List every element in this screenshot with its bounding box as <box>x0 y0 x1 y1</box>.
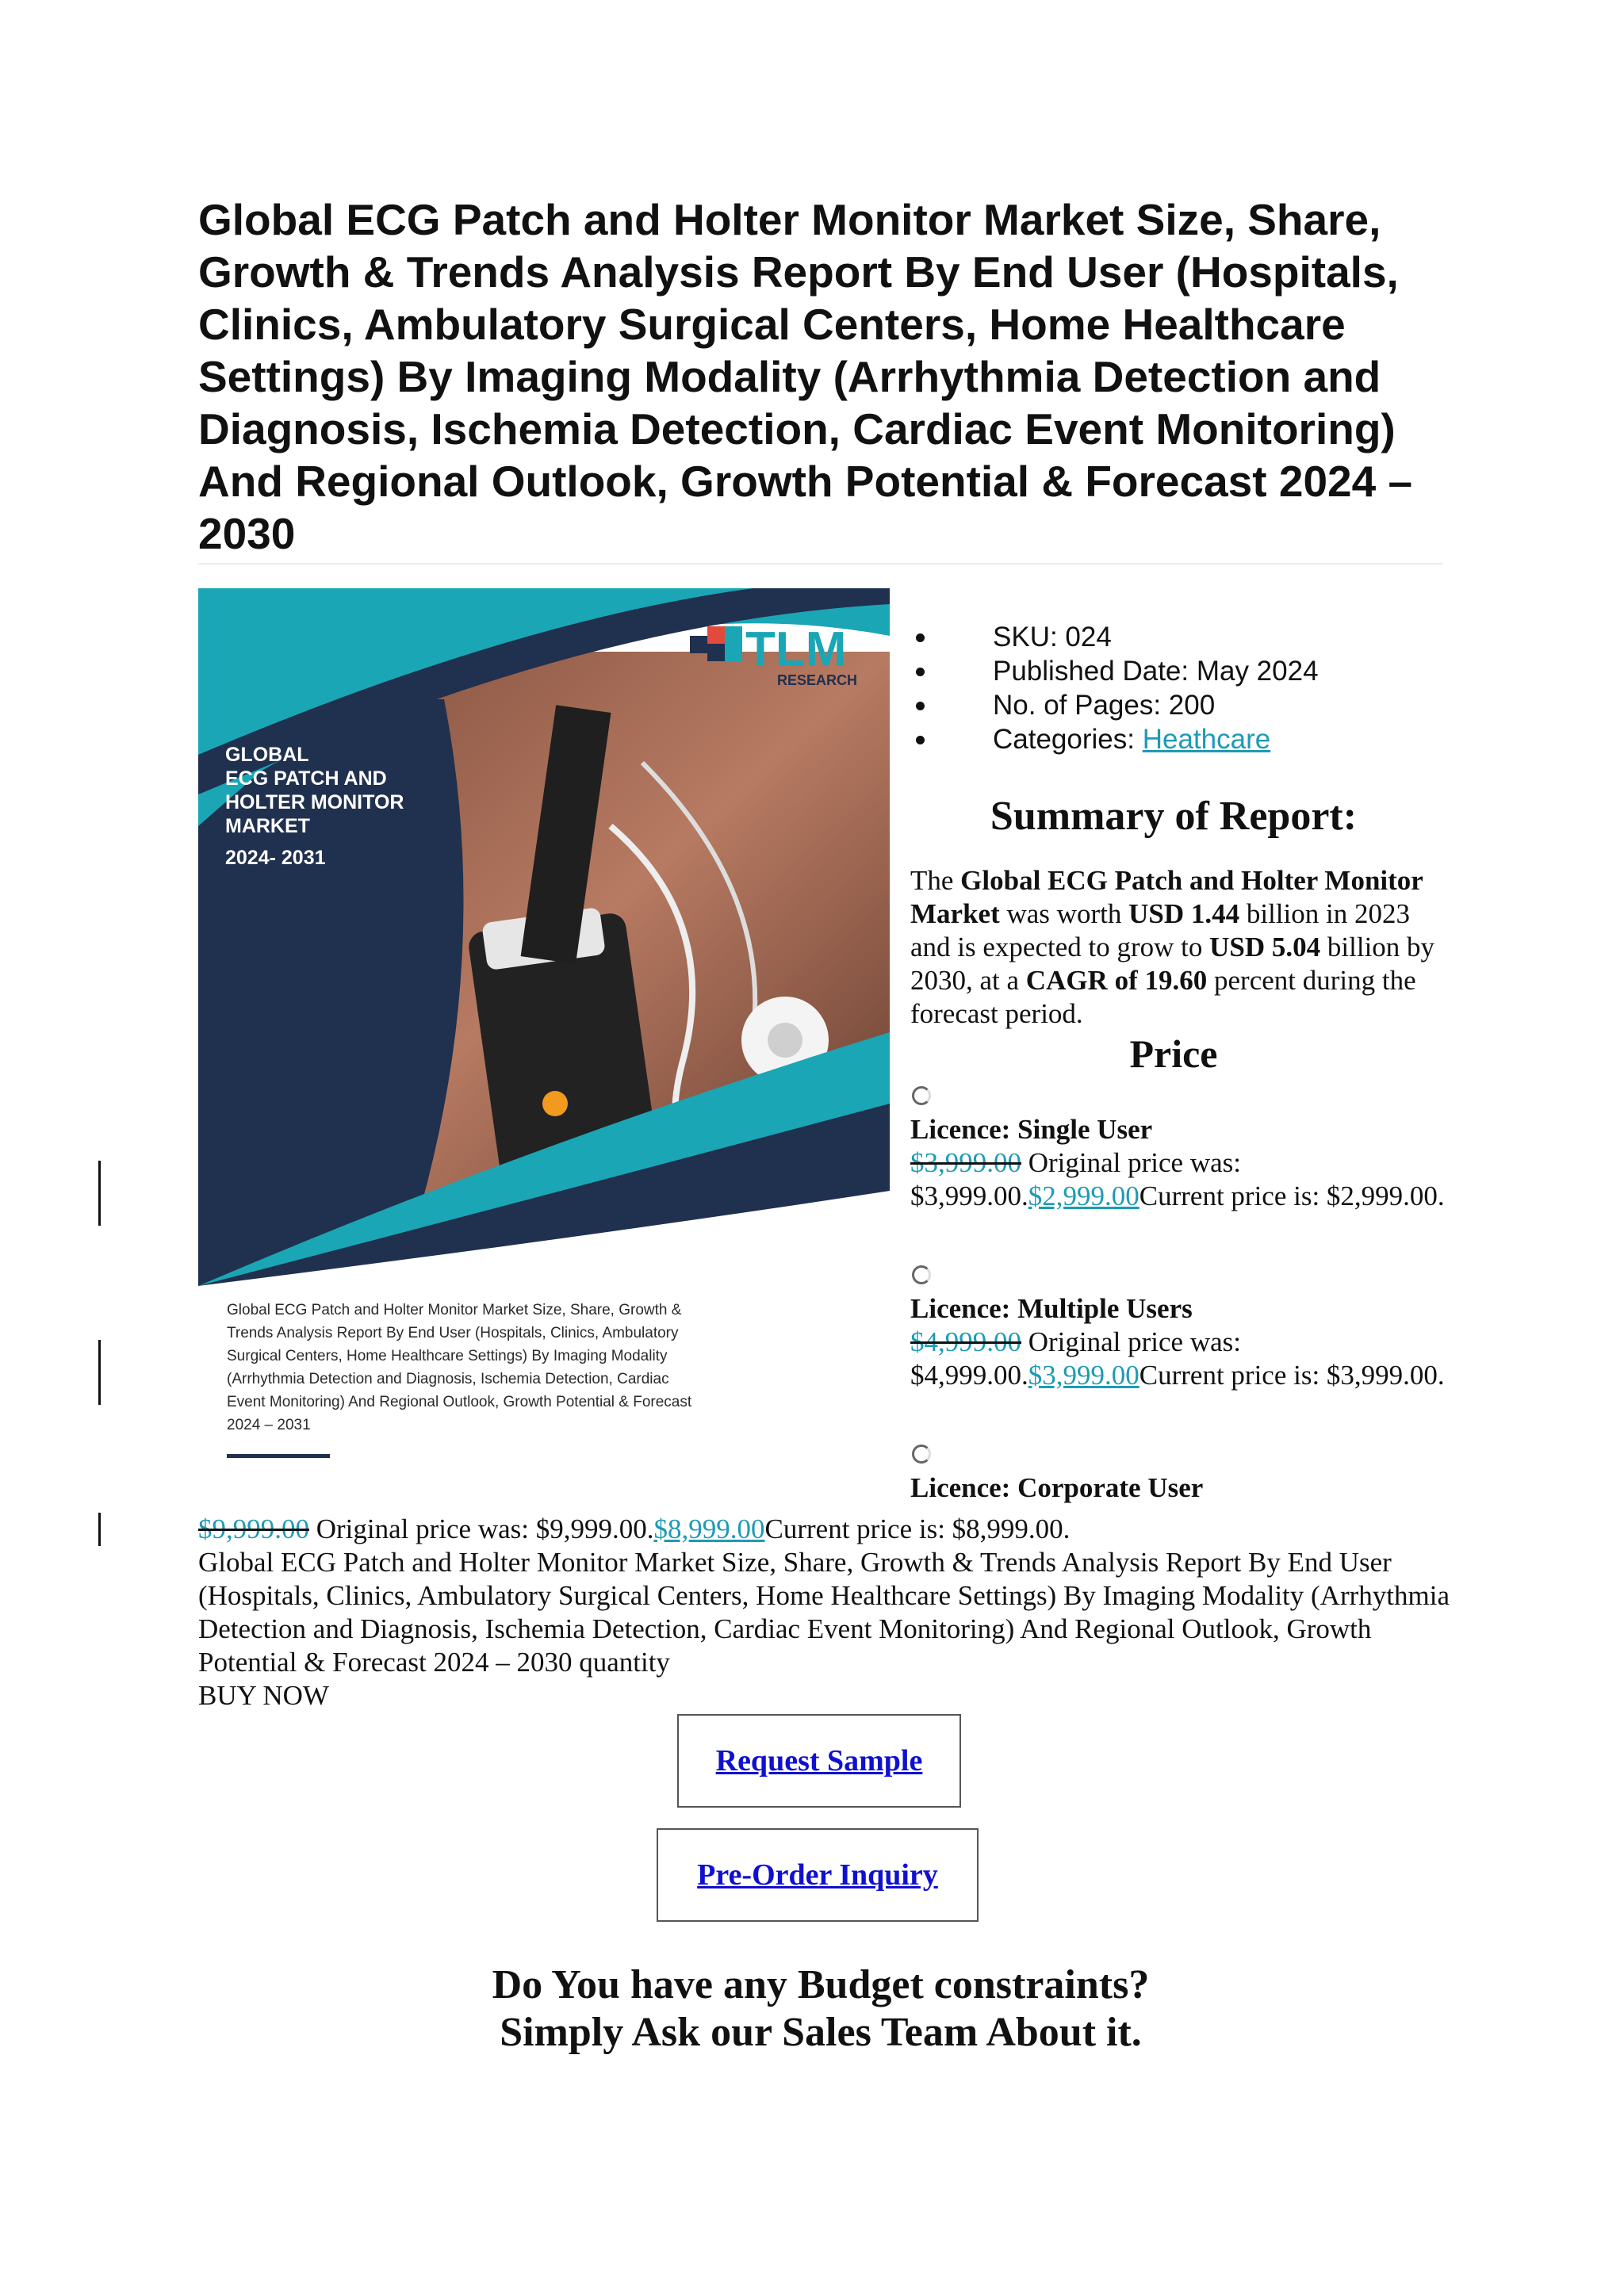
cover-caption-5: Event Monitoring) And Regional Outlook, Growth Potential & Forecast <box>227 1394 692 1410</box>
price-heading: Price <box>1129 1031 1218 1076</box>
summary-heading: Summary of Report: <box>990 794 1358 839</box>
licence-corporate <box>910 1471 1465 1505</box>
bullet-icon <box>916 736 925 744</box>
licence-corporate-radio[interactable] <box>912 1445 931 1464</box>
summary-paragraph: The Global ECG Patch and Holter Monitor Market was worth USD 1.44 billion in 2023 and is expected to grow to USD 5.04 billion by 2030, at a CAGR of 19.60 percent during the forecast period. <box>910 865 1435 1029</box>
cover-headline-2: ECG PATCH AND <box>225 767 387 790</box>
cover-headline-4: MARKET <box>225 815 310 837</box>
report-title: Global ECG Patch and Holter Monitor Market Size, Share, Growth & Trends Analysis Report By End User (Hospitals, Clinics, Ambulatory Surgical Centers, Home Healthcare Settings) By Imaging Modality (Arrhythmia Detection and Diagnosis, Ischemia Detection, Cardiac Event Monitoring) And Regional Outlook, Growth Potential & Forecast 2024 – 2030 <box>198 195 1413 558</box>
budget-line-1: Do You have any Budget constraints? <box>492 1962 1150 2007</box>
licence-single-radio[interactable] <box>912 1086 931 1105</box>
licence-multiple-old-price: $4,999.00 <box>910 1326 1021 1357</box>
cover-headline-3: HOLTER MONITOR <box>225 791 404 813</box>
licence-multiple-new-price[interactable]: $3,999.00 <box>1028 1360 1139 1391</box>
cover-caption-3: Surgical Centers, Home Healthcare Settings) By Imaging Modality <box>227 1348 668 1364</box>
cover-caption-2: Trends Analysis Report By End User (Hospitals, Clinics, Ambulatory <box>227 1325 679 1341</box>
bullet-icon <box>916 668 925 676</box>
licence-corporate-name: Licence: Corporate User <box>910 1472 1204 1503</box>
report-cover-image <box>198 588 890 1470</box>
cover-years: 2024- 2031 <box>225 847 326 869</box>
cover-caption-1: Global ECG Patch and Holter Monitor Market Size, Share, Growth & <box>227 1302 682 1318</box>
meta-categories: Categories: Heathcare <box>904 722 1459 756</box>
margin-bar <box>98 1513 101 1546</box>
meta-pages: No. of Pages: 200 <box>904 688 1459 722</box>
licence-multiple-name: Licence: Multiple Users <box>910 1293 1193 1324</box>
quantity-label: Global ECG Patch and Holter Monitor Market Size, Share, Growth & Trends Analysis Report By End User (Hospitals, Clinics, Ambulatory Surgical Centers, Home Healthcare Settings) By Imaging Modality (Arrhythmia Detection and Diagnosis, Ischemia Detection, Cardiac Event Monitoring) And Regional Outlook, Growth Potential & Forecast 2024 – 2030 quantity <box>198 1547 1450 1678</box>
margin-bar <box>98 1161 101 1226</box>
licence-single-new-price[interactable]: $2,999.00 <box>1028 1181 1139 1211</box>
category-link[interactable]: Heathcare <box>1142 724 1271 755</box>
margin-bar <box>98 1340 101 1405</box>
title-divider <box>198 563 1443 564</box>
licence-multiple: Licence: Multiple Users $4,999.00 Original price was: $4,999.00.$3,999.00Current price is: $3,999.00. <box>910 1292 1465 1392</box>
licence-corporate-new-price[interactable]: $8,999.00 <box>653 1513 765 1544</box>
budget-callout <box>317 1961 1324 2057</box>
cover-caption-4: (Arrhythmia Detection and Diagnosis, Ischemia Detection, Cardiac <box>227 1371 669 1387</box>
meta-published: Published Date: May 2024 <box>904 654 1459 688</box>
licence-single-old-price: $3,999.00 <box>910 1147 1021 1178</box>
preorder-inquiry-button[interactable]: Pre-Order Inquiry <box>657 1828 979 1922</box>
licence-single: Licence: Single User $3,999.00 Original price was: $3,999.00.$2,999.00Current price is: $2,999.00. <box>910 1113 1465 1213</box>
request-sample-button[interactable]: Request Sample <box>677 1714 961 1808</box>
bullet-icon <box>916 702 925 710</box>
licence-corporate-price: $9,999.00 Original price was: $9,999.00.$8,999.00Current price is: $8,999.00. <box>198 1513 1071 1544</box>
tlm-brand-sub: RESEARCH <box>777 672 858 688</box>
cover-headline-1: GLOBAL <box>225 744 309 766</box>
licence-single-name: Licence: Single User <box>910 1114 1153 1145</box>
product-meta-list <box>904 620 1459 756</box>
buy-now-button[interactable]: BUY NOW <box>198 1680 329 1711</box>
cover-caption-6: 2024 – 2031 <box>227 1417 311 1433</box>
bullet-icon <box>916 633 925 642</box>
licence-multiple-radio[interactable] <box>912 1265 931 1284</box>
tlm-brand: TLM <box>745 622 847 677</box>
budget-line-2: Simply Ask our Sales Team About it. <box>500 2010 1142 2055</box>
licence-corporate-old-price: $9,999.00 <box>198 1513 309 1544</box>
meta-sku: SKU: 024 <box>904 620 1459 654</box>
